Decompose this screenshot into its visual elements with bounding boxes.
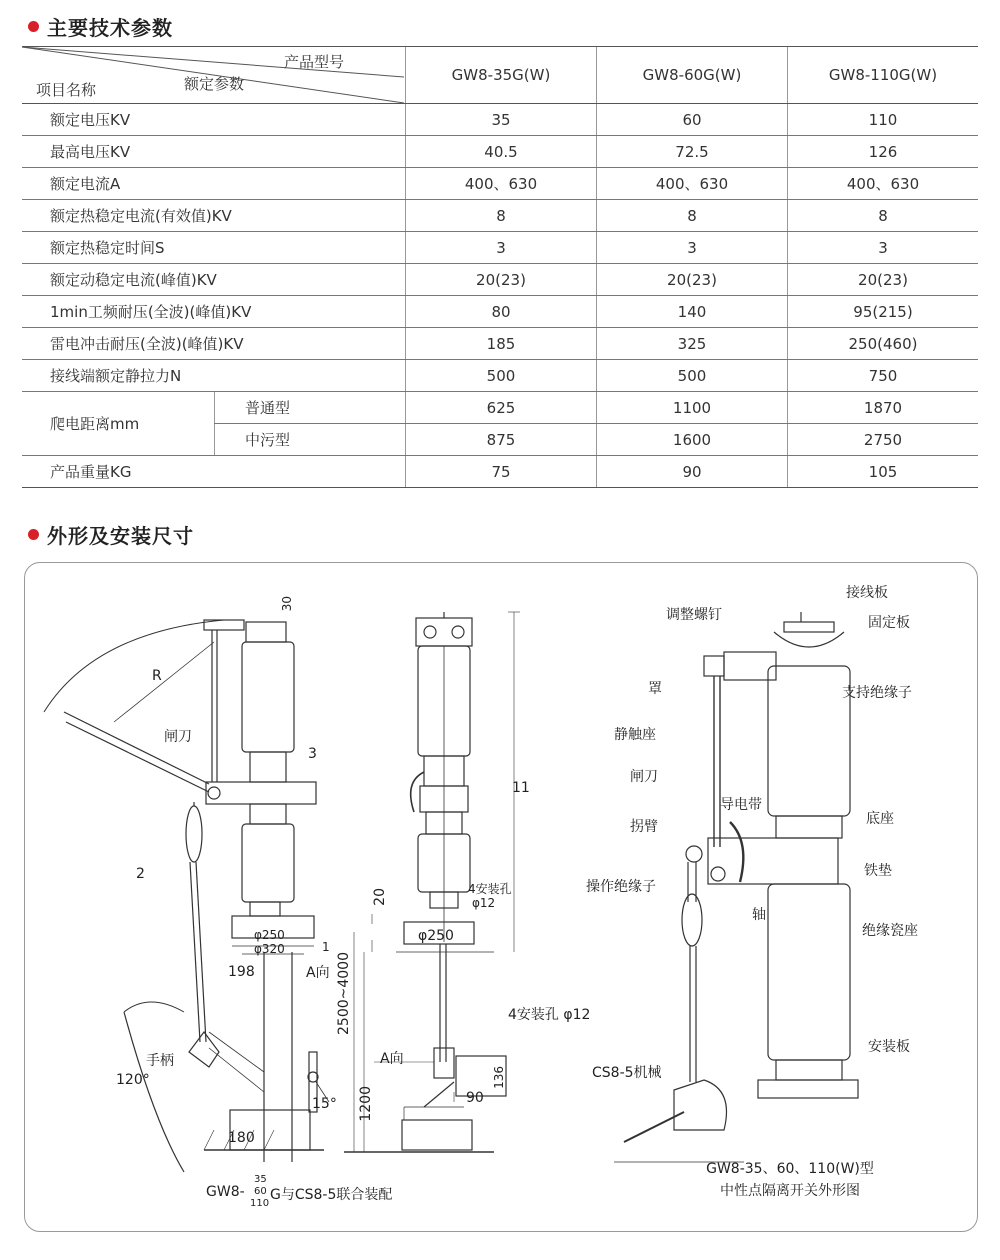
label-terminal: 接线板 xyxy=(846,585,888,601)
table-row xyxy=(22,104,978,136)
label-dirA-left: A向 xyxy=(306,965,330,981)
label-iron-washer: 铁垫 xyxy=(864,863,892,879)
header-diagonal-cell xyxy=(22,47,406,104)
label-1200: 1200 xyxy=(358,1086,374,1122)
cell-value: 3 xyxy=(597,232,788,264)
header-model-label: 产品型号 xyxy=(284,53,345,71)
label-120deg: 120° xyxy=(116,1072,150,1088)
row-name: 额定电流A xyxy=(22,168,406,200)
cell-value: 60 xyxy=(597,104,788,136)
label-adjust-screw: 调整螺钉 xyxy=(666,607,722,623)
label-crank-arm: 拐臂 xyxy=(630,819,658,835)
left-assembly-figure xyxy=(44,620,329,1172)
cell-value: 95(215) xyxy=(788,296,979,328)
left-caption xyxy=(206,1174,426,1214)
spec-table xyxy=(22,46,978,488)
cell-value: 20(23) xyxy=(406,264,597,296)
row-name: 额定热稳定时间S xyxy=(22,232,406,264)
label-4holes-phi12: 4安装孔 φ12 xyxy=(508,1007,591,1023)
cell-value: 750 xyxy=(788,360,979,392)
drawing-title-text: 外形及安装尺寸 xyxy=(47,524,194,548)
cell-value: 2750 xyxy=(788,424,979,456)
label-dirA-mid: A向 xyxy=(380,1051,404,1067)
table-row xyxy=(22,168,978,200)
right-caption-line1: GW8-35、60、110(W)型 xyxy=(706,1161,874,1177)
label-porcelain-base: 绝缘瓷座 xyxy=(862,923,918,939)
header-item-label: 项目名称 xyxy=(36,81,97,99)
cell-value: 8 xyxy=(788,200,979,232)
spec-title-text: 主要技术参数 xyxy=(47,16,173,40)
cell-value: 80 xyxy=(406,296,597,328)
right-caption-line2: 中性点隔离开关外形图 xyxy=(720,1183,860,1199)
label-90: 90 xyxy=(466,1090,484,1106)
cell-value: 500 xyxy=(597,360,788,392)
label-n3: 3 xyxy=(308,746,317,762)
cell-value: 8 xyxy=(406,200,597,232)
label-d250-left: φ250 xyxy=(254,928,285,942)
creepage-sub-type: 普通型 xyxy=(215,392,406,424)
row-name: 接线端额定静拉力N xyxy=(22,360,406,392)
label-op-insulator: 操作绝缘子 xyxy=(586,879,656,895)
row-name: 额定动稳定电流(峰值)KV xyxy=(22,264,406,296)
row-name: 雷电冲击耐压(全波)(峰值)KV xyxy=(22,328,406,360)
row-name: 最高电压KV xyxy=(22,136,406,168)
label-contact-seat: 静触座 xyxy=(614,727,656,743)
creepage-name: 爬电距离mm xyxy=(22,392,215,456)
caption-60: 60 xyxy=(254,1186,267,1197)
label-n2: 2 xyxy=(136,866,145,882)
cell-value: 400、630 xyxy=(597,168,788,200)
spec-section-title xyxy=(28,12,173,41)
label-4holes: 4安装孔 xyxy=(468,882,512,896)
label-20: 20 xyxy=(372,888,388,906)
header-model-1: GW8-35G(W) xyxy=(406,47,597,104)
row-name: 1min工频耐压(全波)(峰值)KV xyxy=(22,296,406,328)
label-15deg: 15° xyxy=(312,1096,337,1112)
label-blade-right: 闸刀 xyxy=(630,769,658,785)
label-180: 180 xyxy=(228,1130,255,1146)
cell-value: 1100 xyxy=(597,392,788,424)
cell-value: 1870 xyxy=(788,392,979,424)
label-support-insulator: 支持绝缘子 xyxy=(842,685,912,701)
caption-prefix: GW8- xyxy=(206,1184,245,1200)
cell-value: 20(23) xyxy=(597,264,788,296)
table-header-row xyxy=(22,47,978,104)
table-row xyxy=(22,200,978,232)
cell-value: 500 xyxy=(406,360,597,392)
cell-value: 400、630 xyxy=(406,168,597,200)
label-n1: 1 xyxy=(322,940,330,954)
cell-value: 1600 xyxy=(597,424,788,456)
table-row xyxy=(22,296,978,328)
label-d320: φ320 xyxy=(254,942,285,956)
cell-value: 72.5 xyxy=(597,136,788,168)
label-fix-plate: 固定板 xyxy=(868,615,910,631)
drawing-section-title xyxy=(28,520,194,549)
header-param-label: 额定参数 xyxy=(184,75,245,93)
table-row xyxy=(22,328,978,360)
caption-35: 35 xyxy=(254,1174,267,1185)
cell-value: 105 xyxy=(788,456,979,488)
label-cs8-mechanism: CS8-5机械 xyxy=(592,1065,662,1081)
label-cover: 罩 xyxy=(648,681,662,697)
cell-value: 875 xyxy=(406,424,597,456)
row-name: 额定电压KV xyxy=(22,104,406,136)
label-range: 2500~4000 xyxy=(336,952,352,1035)
table-row xyxy=(22,136,978,168)
label-R: R xyxy=(152,668,162,684)
label-136: 136 xyxy=(492,1066,506,1089)
cell-value: 140 xyxy=(597,296,788,328)
header-model-3: GW8-110G(W) xyxy=(788,47,979,104)
bullet-dot-icon xyxy=(28,21,39,32)
label-d250-mid: φ250 xyxy=(418,928,454,944)
cell-value: 3 xyxy=(788,232,979,264)
label-phi12: φ12 xyxy=(472,896,496,910)
label-blade-left: 闸刀 xyxy=(164,729,192,745)
label-conduct-strip: 导电带 xyxy=(720,797,762,813)
cell-value: 185 xyxy=(406,328,597,360)
table-row xyxy=(22,360,978,392)
label-198: 198 xyxy=(228,964,255,980)
header-model-2: GW8-60G(W) xyxy=(597,47,788,104)
cell-value: 90 xyxy=(597,456,788,488)
cell-value: 625 xyxy=(406,392,597,424)
cell-value: 75 xyxy=(406,456,597,488)
label-mount-plate: 安装板 xyxy=(868,1039,910,1055)
cell-value: 110 xyxy=(788,104,979,136)
label-shaft: 轴 xyxy=(752,907,766,923)
table-row xyxy=(22,456,978,488)
cell-value: 20(23) xyxy=(788,264,979,296)
label-base: 底座 xyxy=(866,811,894,827)
bullet-dot-icon xyxy=(28,529,39,540)
creepage-sub-type: 中污型 xyxy=(215,424,406,456)
cell-value: 126 xyxy=(788,136,979,168)
label-11: 11 xyxy=(512,780,530,796)
cell-value: 400、630 xyxy=(788,168,979,200)
label-handle: 手柄 xyxy=(146,1053,174,1069)
row-name: 额定热稳定电流(有效值)KV xyxy=(22,200,406,232)
label-30: 30 xyxy=(280,596,294,612)
cell-value: 8 xyxy=(597,200,788,232)
table-row xyxy=(22,264,978,296)
table-row xyxy=(22,232,978,264)
cell-value: 250(460) xyxy=(788,328,979,360)
row-name: 产品重量KG xyxy=(22,456,406,488)
cell-value: 35 xyxy=(406,104,597,136)
cell-value: 3 xyxy=(406,232,597,264)
cell-value: 325 xyxy=(597,328,788,360)
table-row xyxy=(22,392,978,424)
caption-110: 110 xyxy=(250,1198,270,1209)
cell-value: 40.5 xyxy=(406,136,597,168)
caption-suffix: G与CS8-5联合装配 xyxy=(270,1187,393,1203)
